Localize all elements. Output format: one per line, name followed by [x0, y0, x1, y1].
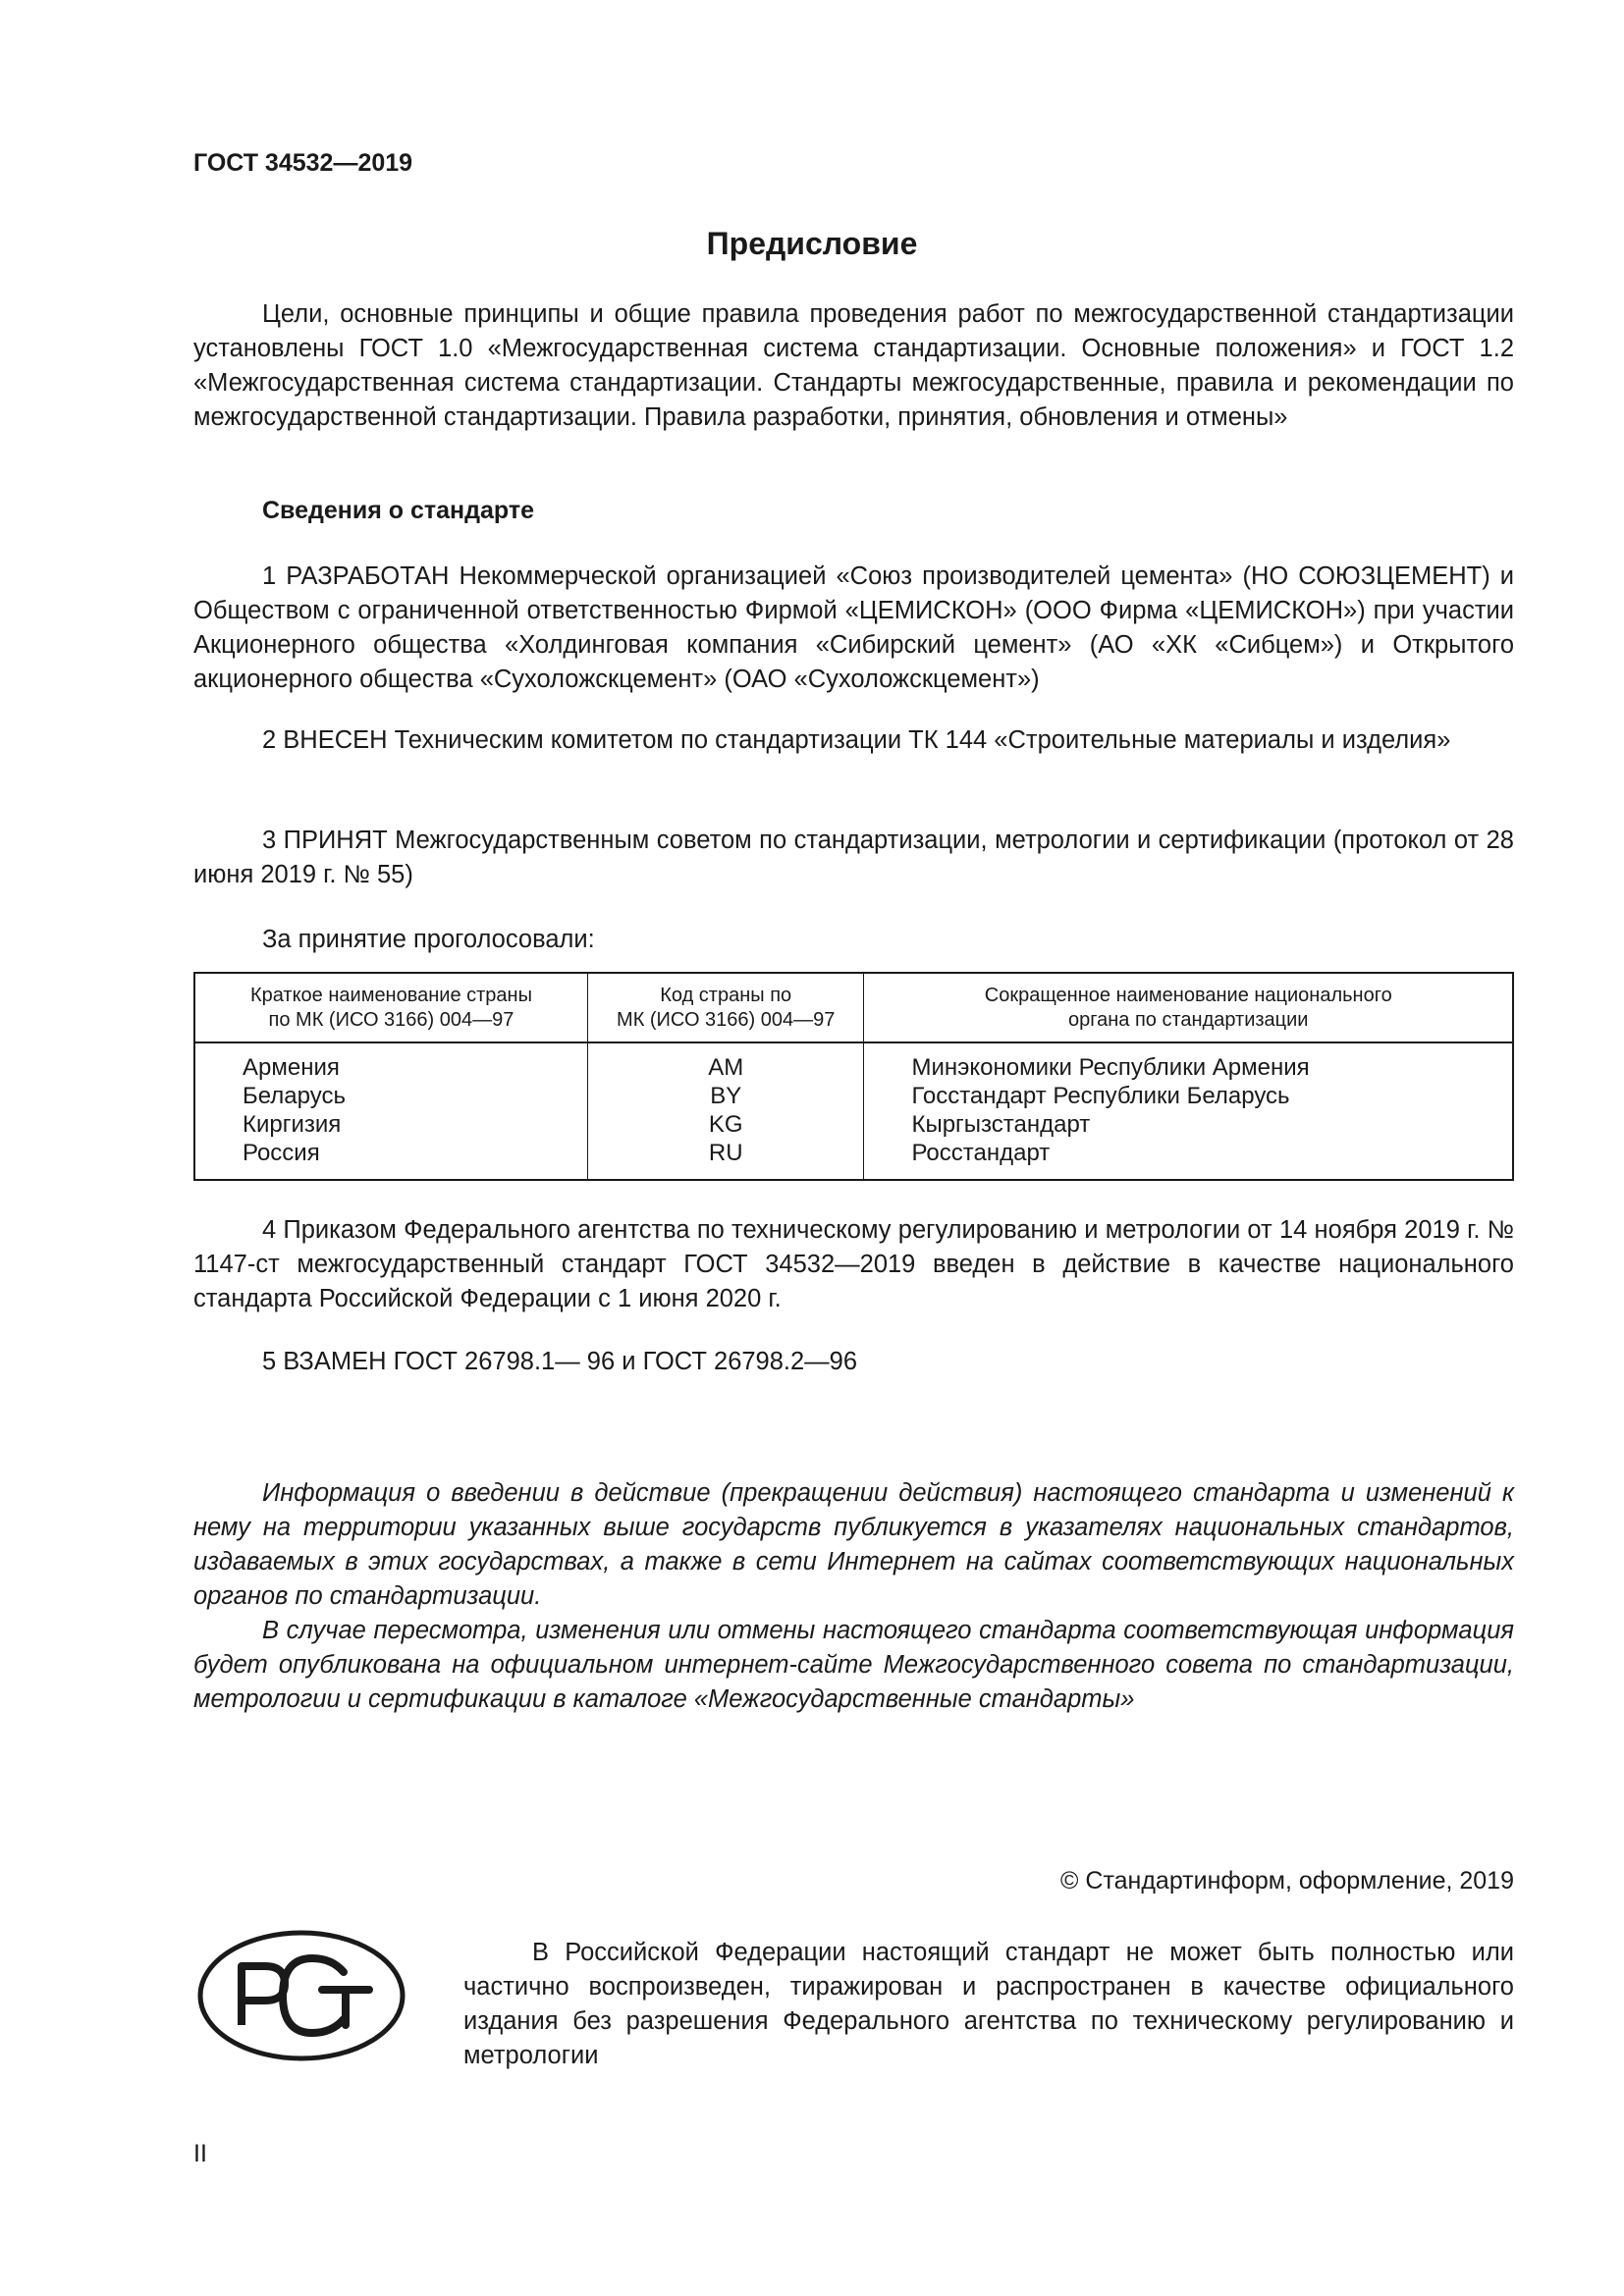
page-title: Предисловие — [706, 226, 918, 261]
item-5-replaces: 5 ВЗАМЕН ГОСТ 26798.1— 96 и ГОСТ 26798.2—96 — [262, 1348, 858, 1375]
standards-body: Госстандарт Республики Беларусь — [864, 1082, 1513, 1110]
header-country-name: Краткое наименование страны по МК (ИСО 3166) 004—97 — [194, 973, 587, 1042]
item-3-adopted: 3 ПРИНЯТ Межгосударственным советом по стандартизации, метрологии и сертификации (протокол от 28 июня 2019 г. № 55) — [193, 827, 1514, 888]
country-code: KG — [587, 1110, 864, 1139]
table-row — [194, 1082, 1513, 1110]
italic-note-revision: В случае пересмотра, изменения или отмены настоящего стандарта соответствующая информация будет опубликована на официальном интернет-сайте Межгосударственного совета по стандартизации, метрологии и сертификации в каталоге «Межгосударственные стандарты» — [193, 1617, 1514, 1713]
item-2-submitted: 2 ВНЕСЕН Техническим комитетом по стандартизации ТК 144 «Строительные материалы и изделия» — [262, 726, 1451, 754]
item-1-developed: 1 РАЗРАБОТАН Некоммерческой организацией «Союз производителей цемента» (НО СОЮЗЦЕМЕНТ) и Обществом с ограниченной ответственностью Фирмой «ЦЕМИСКОН» (ООО Фирма «ЦЕМИСКОН») при участии Акционерного общества «Холдинговая компания «Сибирский цемент» (АО «ХК «Сибцем») и Открытого акционерного общества «Сухоложскцемент» (ОАО «Сухоложскцемент») — [193, 562, 1514, 693]
votes-table — [193, 972, 1514, 1181]
item-4-order: 4 Приказом Федерального агентства по техническому регулированию и метрологии от 14 ноября 2019 г. № 1147-ст межгосударственный стандарт ГОСТ 34532—2019 введен в действие в качестве национального стандарта Российской Федерации с 1 июня 2020 г. — [193, 1216, 1514, 1312]
intro-paragraph: Цели, основные принципы и общие правила проведения работ по межгосударственной стандартизации установлены ГОСТ 1.0 «Межгосударственная система стандартизации. Основные положения» и ГОСТ 1.2 «Межгосударственная система стандартизации. Стандарты межгосударственные, правила и рекомендации по межгосударственной стандартизации. Правила разработки, принятия, обновления и отмены» — [193, 300, 1514, 431]
country-code: RU — [587, 1139, 864, 1180]
info-heading: Сведения о стандарте — [262, 497, 535, 524]
table-row — [194, 1139, 1513, 1180]
table-row — [194, 1110, 1513, 1139]
country-name: Киргизия — [194, 1110, 587, 1139]
copyright-notice: В Российской Федерации настоящий стандарт не может быть полностью или частично воспроизведен, тиражирован и распространен в качестве официального издания без разрешения Федерального агентства по техническому регулированию и метрологии — [463, 1939, 1514, 2069]
table-row — [194, 1042, 1513, 1082]
header-standards-body: Сокращенное наименование национального органа по стандартизации — [864, 973, 1513, 1042]
italic-note-publication: Информация о введении в действие (прекращении действия) настоящего стандарта и изменений к нему на территории указанных выше государств публикуется в указателях национальных стандартов, издаваемых в этих государствах, а также в сети Интернет на сайтах соответствующих национальных органов по стандартизации. — [193, 1479, 1514, 1610]
country-name: Россия — [194, 1139, 587, 1180]
rst-logo-icon — [196, 1929, 406, 2062]
header-country-code: Код страны по МК (ИСО 3166) 004—97 — [587, 973, 864, 1042]
country-name: Армения — [194, 1042, 587, 1082]
copyright-line: © Стандартинформ, оформление, 2019 — [1060, 1867, 1514, 1895]
country-name: Беларусь — [194, 1082, 587, 1110]
country-code: BY — [587, 1082, 864, 1110]
standards-body: Росстандарт — [864, 1139, 1513, 1180]
country-code: AM — [587, 1042, 864, 1082]
page-number: II — [193, 2140, 207, 2167]
table-header-row — [194, 973, 1513, 1042]
rst-logo — [196, 1929, 406, 2062]
standards-body: Кыргызстандарт — [864, 1110, 1513, 1139]
votes-intro: За принятие проголосовали: — [262, 926, 595, 953]
document-id-header: ГОСТ 34532—2019 — [193, 149, 413, 177]
standards-body: Минэкономики Республики Армения — [864, 1042, 1513, 1082]
